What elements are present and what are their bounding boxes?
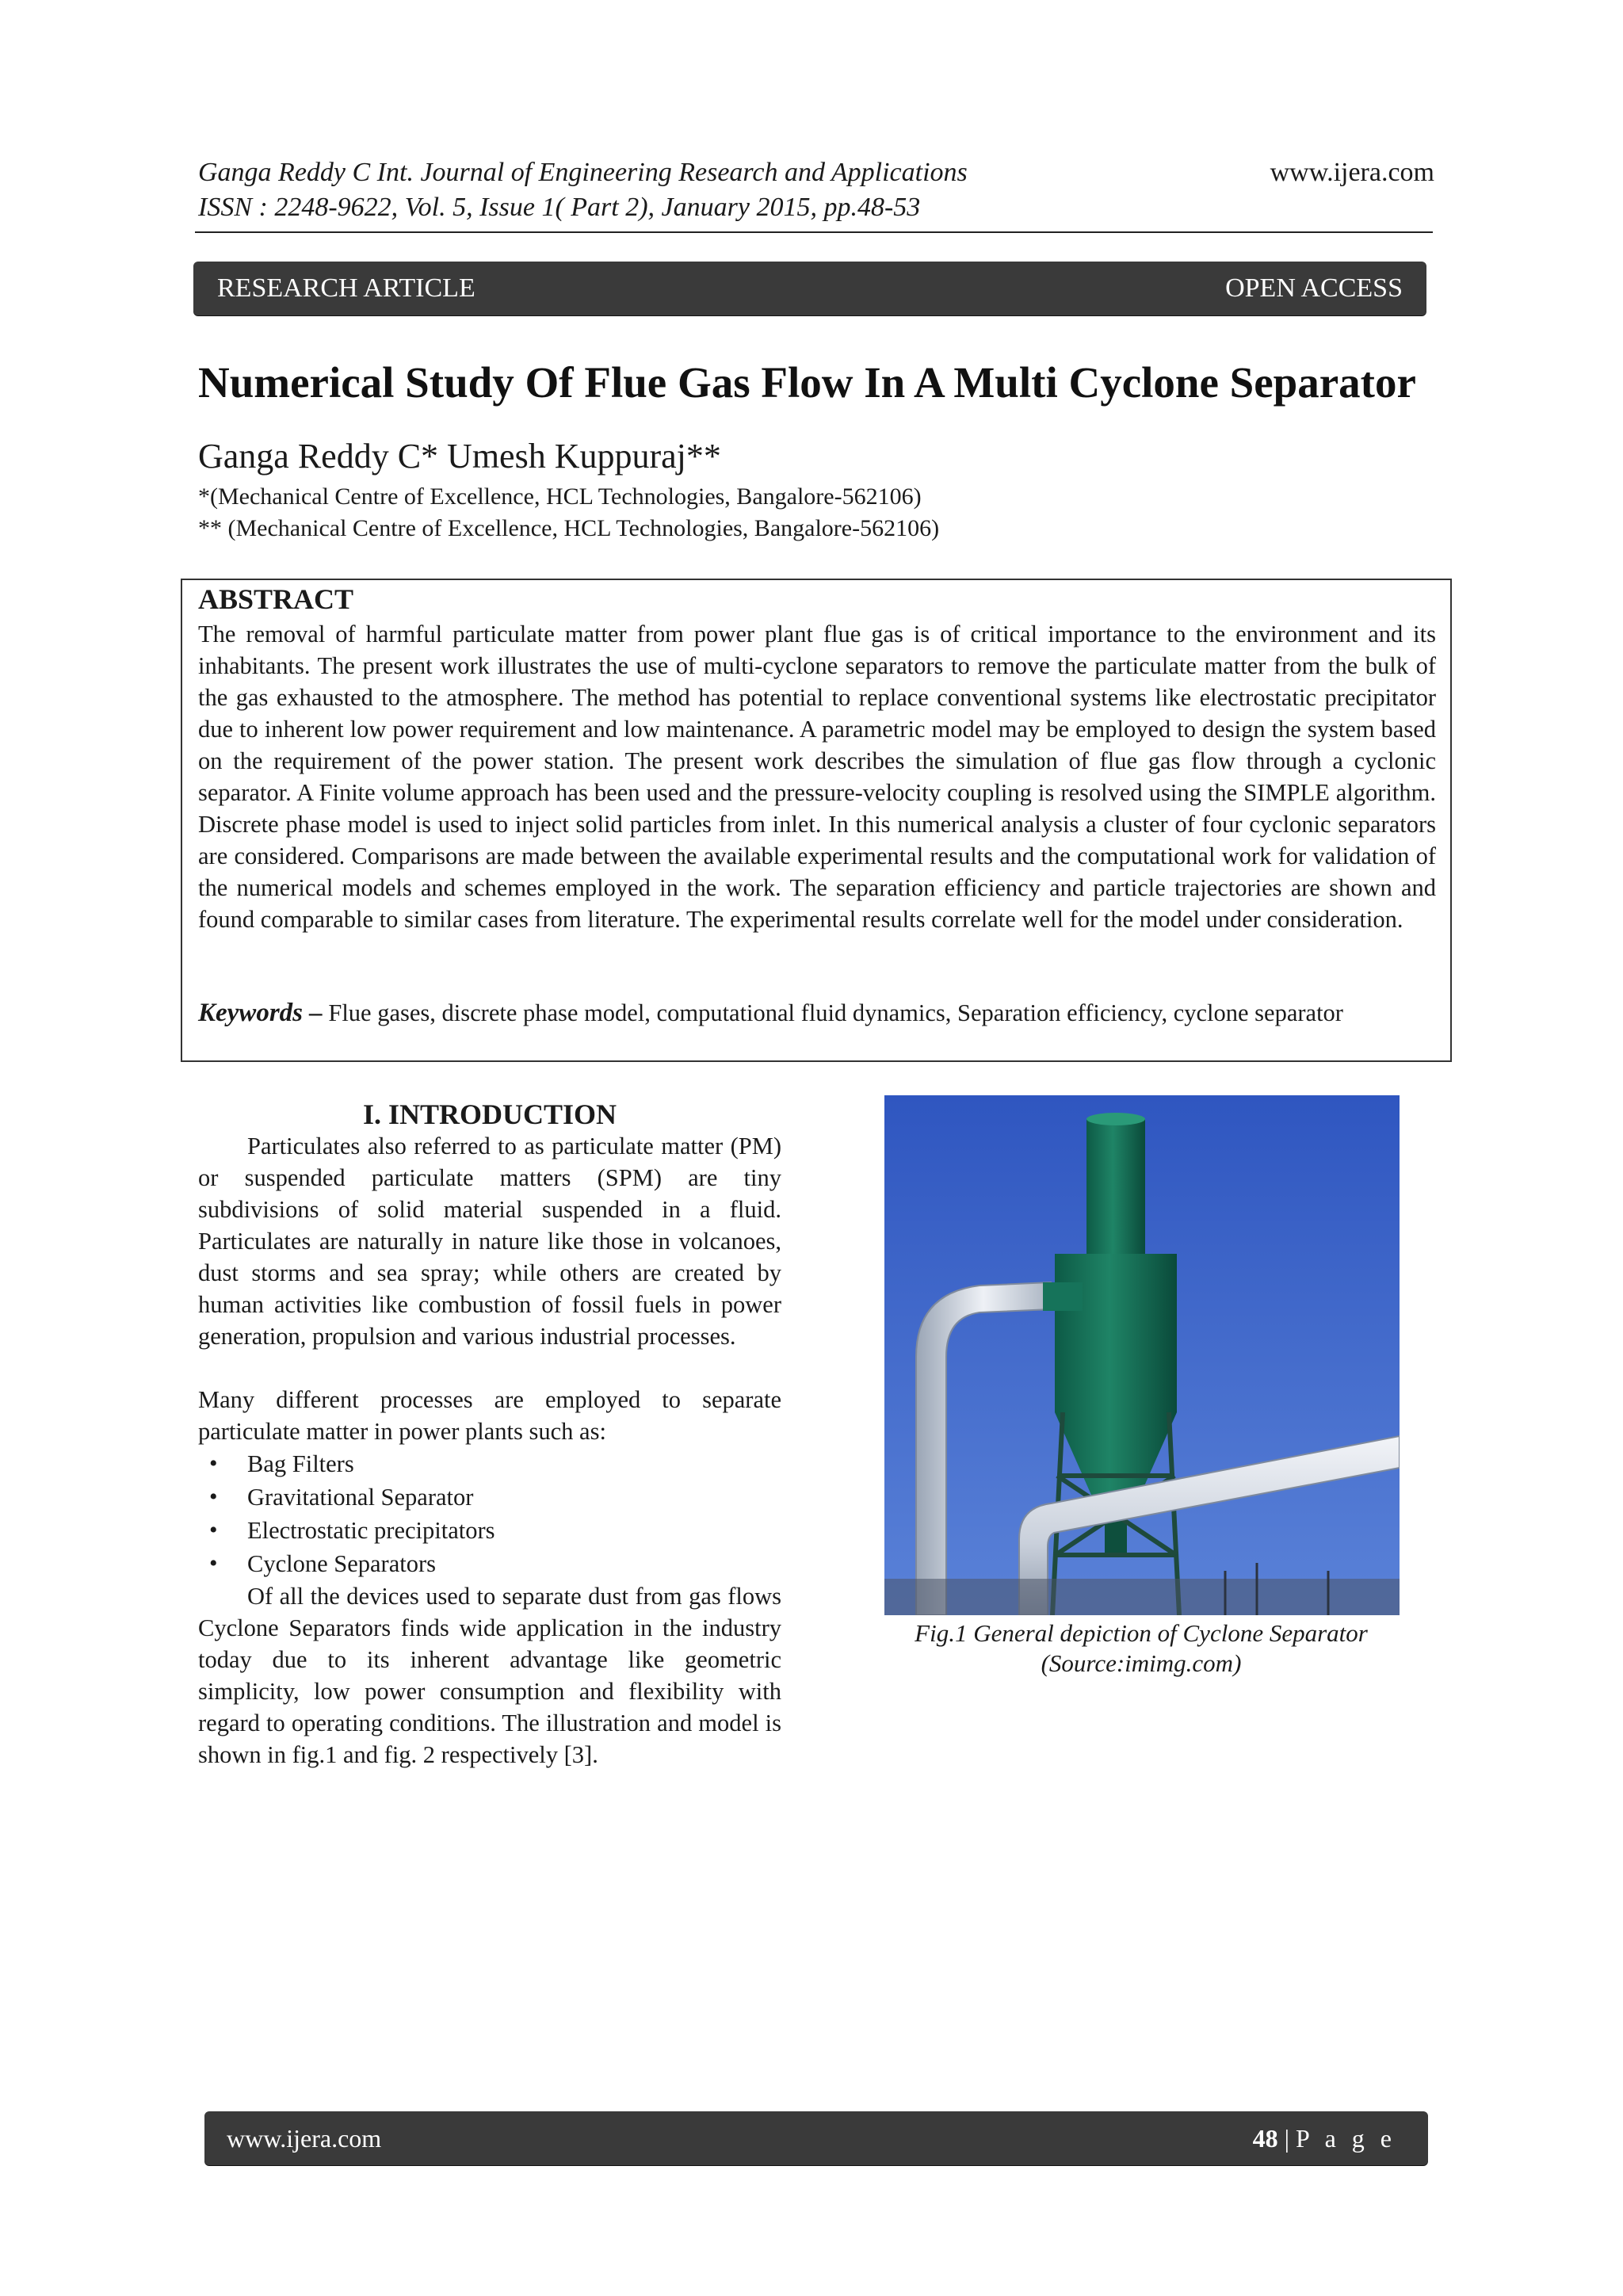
- keywords-label: Keywords –: [198, 999, 323, 1027]
- article-type-banner: [193, 262, 1426, 315]
- cyclone-separator-photo: [884, 1095, 1400, 1615]
- paper-title: Numerical Study Of Flue Gas Flow In A Multi Cyclone Separator: [198, 358, 1416, 407]
- list-item-text: Bag Filters: [247, 1450, 354, 1477]
- running-header-issn: ISSN : 2248-9622, Vol. 5, Issue 1( Part 2), January 2015, pp.48-53: [198, 193, 921, 222]
- keywords: [198, 997, 1436, 1029]
- figure-caption: [864, 1618, 1419, 1679]
- page-number: 48: [1252, 2124, 1278, 2153]
- figure-caption-source: (Source:imimg.com): [1041, 1649, 1242, 1677]
- page-separator: |: [1277, 2124, 1296, 2153]
- bullet-icon: •: [209, 1517, 218, 1543]
- affiliation-2: ** (Mechanical Centre of Excellence, HCL Technologies, Bangalore-562106): [198, 515, 940, 541]
- research-article-label: RESEARCH ARTICLE: [217, 273, 475, 303]
- figure-caption-line-1: Fig.1 General depiction of Cyclone Separator: [915, 1619, 1368, 1647]
- running-header-journal: Ganga Reddy C Int. Journal of Engineering Research and Applications: [198, 158, 968, 187]
- open-access-label: OPEN ACCESS: [1225, 273, 1403, 303]
- affiliation-1: *(Mechanical Centre of Excellence, HCL Technologies, Bangalore-562106): [198, 483, 922, 510]
- intro-paragraph-3: Of all the devices used to separate dust from gas flows Cyclone Separators finds wide application in the industry today due to its inherent advantage like geometric simplicity, low power consumption and flexibility with regard to operating conditions. The illustration and model is shown in fig.1 and fig. 2 respectively [3].: [198, 1583, 781, 1768]
- author-list: Ganga Reddy C* Umesh Kuppuraj**: [198, 437, 721, 476]
- bullet-icon: •: [209, 1550, 218, 1576]
- keywords-text: Flue gases, discrete phase model, computational fluid dynamics, Separation efficiency, cyclone separator: [322, 999, 1343, 1026]
- list-item-text: Gravitational Separator: [247, 1484, 474, 1511]
- list-item-text: Electrostatic precipitators: [247, 1517, 495, 1544]
- footer-url[interactable]: www.ijera.com: [227, 2124, 382, 2153]
- running-header-url[interactable]: www.ijera.com: [1270, 158, 1434, 187]
- footer-page-indicator: [1253, 2111, 1396, 2165]
- intro-paragraph-2: Many different processes are employed to separate particulate matter in power plants such as:: [198, 1386, 781, 1445]
- abstract-heading: ABSTRACT: [198, 583, 354, 615]
- header-rule: [195, 231, 1433, 233]
- intro-paragraph-1: Particulates also referred to as particulate matter (PM) or suspended particulate matters (SPM) are tiny subdivisions of solid material suspended in a fluid. Particulates are naturally in nature like those in volcanoes, dust storms and sea spray; while others are created by human activities like combustion of fossil fuels in power generation, propulsion and various industrial processes.: [198, 1133, 781, 1350]
- introduction-heading: I. INTRODUCTION: [362, 1098, 617, 1130]
- abstract-text: The removal of harmful particulate matter from power plant flue gas is of critical importance to the environment and its inhabitants. The present work illustrates the use of multi-cyclone separators to remove the particulate matter from the bulk of the gas exhausted to the atmosphere. The method has potential to replace conventional systems like electrostatic precipitator due to inherent low power requirement and low maintenance. A parametric model may be employed to design the system based on the requirement of the power station. The present work describes the simulation of flue gas flow through a cyclonic separator. A Finite volume approach has been used and the pressure-velocity coupling is resolved using the SIMPLE algorithm. Discrete phase model is used to inject solid particles from inlet. In this numerical analysis a cluster of four cyclonic separators are considered. Comparisons are made between the available experimental results and the computational work for validation of the numerical models and schemes employed in the work. The separation efficiency and particle trajectories are shown and found comparable to similar cases from literature. The experimental results correlate well for the model under consideration.: [198, 621, 1436, 933]
- bullet-icon: •: [209, 1484, 218, 1510]
- list-item-text: Cyclone Separators: [247, 1550, 436, 1577]
- bullet-icon: •: [209, 1450, 218, 1477]
- page-footer: [204, 2111, 1428, 2165]
- page-label: P a g e: [1295, 2124, 1396, 2153]
